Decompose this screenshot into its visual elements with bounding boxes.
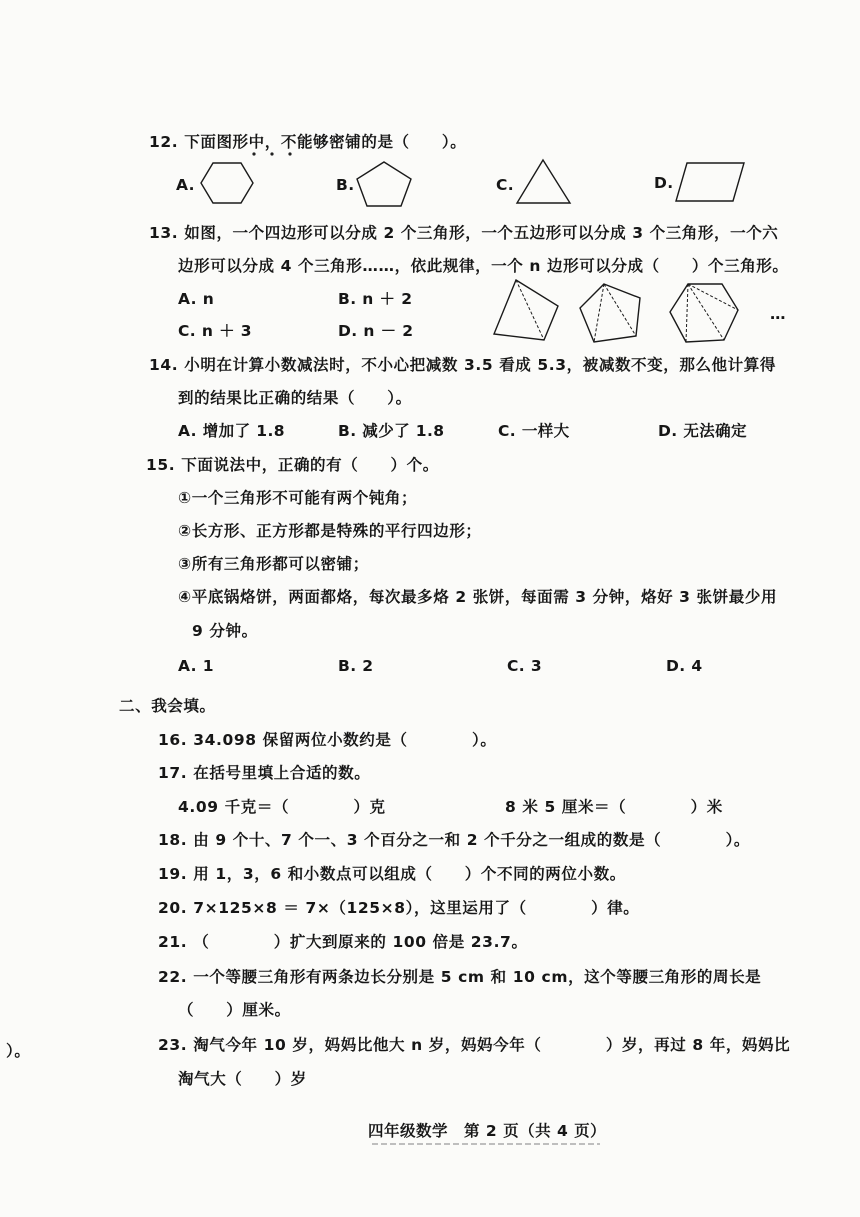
q14-option-d: D. 无法确定: [658, 422, 747, 440]
q13-ellipsis: …: [770, 305, 786, 323]
q18: 18. 由 9 个十、7 个一、3 个百分之一和 2 个千分之一组成的数是（ ）。: [158, 831, 751, 849]
q23-line-1: 23. 淘气今年 10 岁，妈妈比他大 n 岁，妈妈今年（ ）岁，再过 8 年，妈妈比: [158, 1036, 791, 1054]
q21: 21. （ ）扩大到原来的 100 倍是 23.7。: [158, 933, 528, 951]
section-2-title: 二、我会填。: [119, 697, 216, 715]
q23-line-2: 淘气大（ ）岁: [178, 1070, 307, 1088]
q15-statement-2: ②长方形、正方形都是特殊的平行四边形；: [178, 522, 482, 540]
footer-rule: [372, 1142, 602, 1148]
q13-line-2: 边形可以分成 4 个三角形……，依此规律，一个 n 边形可以分成（ ）个三角形。: [178, 257, 789, 275]
pentagon-icon: [353, 159, 415, 209]
q13-option-a: A. n: [178, 290, 215, 308]
emphasis-dots-icon: [248, 151, 308, 159]
hexagon-icon: [198, 160, 256, 206]
margin-mark: ）。: [6, 1042, 31, 1060]
q15-option-a: A. 1: [178, 657, 214, 675]
q15-stem: 15. 下面说法中，正确的有（ ）个。: [146, 456, 439, 474]
q15-option-b: B. 2: [338, 657, 374, 675]
q16: 16. 34.098 保留两位小数约是（ ）。: [158, 731, 497, 749]
parallelogram-icon: [673, 159, 747, 205]
q14-option-b: B. 减少了 1.8: [338, 422, 445, 440]
q12-option-c: C.: [496, 176, 515, 194]
q17-part-1: 4.09 千克＝（ ）克: [178, 798, 386, 816]
q22-line-1: 22. 一个等腰三角形有两条边长分别是 5 cm 和 10 cm，这个等腰三角形的周长是: [158, 968, 762, 986]
q12-option-b: B.: [336, 176, 355, 194]
q15-statement-4-cont: 9 分钟。: [192, 622, 258, 640]
q20: 20. 7×125×8 ＝ 7×（125×8），这里运用了（ ）律。: [158, 899, 640, 917]
q15-option-c: C. 3: [507, 657, 543, 675]
q17-stem: 17. 在括号里填上合适的数。: [158, 764, 371, 782]
q15-option-d: D. 4: [666, 657, 703, 675]
q12-option-a: A.: [176, 176, 195, 194]
page-footer: 四年级数学 第 2 页（共 4 页）: [368, 1122, 607, 1140]
triangle-icon: [514, 157, 574, 207]
pentagon-divided-icon: [576, 280, 646, 346]
q13-option-c: C. n ＋ 3: [178, 322, 252, 340]
q13-option-d: D. n － 2: [338, 322, 414, 340]
q17-part-2: 8 米 5 厘米＝（ ）米: [505, 798, 723, 816]
q15-statement-1: ①一个三角形不可能有两个钝角；: [178, 489, 418, 507]
q13-line-1: 13. 如图，一个四边形可以分成 2 个三角形，一个五边形可以分成 3 个三角形，一个六: [149, 224, 779, 242]
q14-line-2: 到的结果比正确的结果（ ）。: [178, 389, 412, 407]
hexagon-divided-icon: [666, 280, 742, 346]
q13-option-b: B. n ＋ 2: [338, 290, 413, 308]
q12-stem: 12. 下面图形中，不能够密铺的是（ ）。: [149, 133, 467, 151]
q12-option-d: D.: [654, 174, 674, 192]
q14-option-a: A. 增加了 1.8: [178, 422, 285, 440]
q14-option-c: C. 一样大: [498, 422, 570, 440]
q19: 19. 用 1，3，6 和小数点可以组成（ ）个不同的两位小数。: [158, 865, 626, 883]
quadrilateral-divided-icon: [490, 276, 562, 344]
q15-statement-3: ③所有三角形都可以密铺；: [178, 555, 369, 573]
q15-statement-4: ④平底锅烙饼，两面都烙，每次最多烙 2 张饼，每面需 3 分钟，烙好 3 张饼最少用: [178, 588, 778, 606]
q14-line-1: 14. 小明在计算小数减法时，不小心把减数 3.5 看成 5.3，被减数不变，那么他计算得: [149, 356, 776, 374]
q22-line-2: （ ）厘米。: [178, 1001, 291, 1019]
